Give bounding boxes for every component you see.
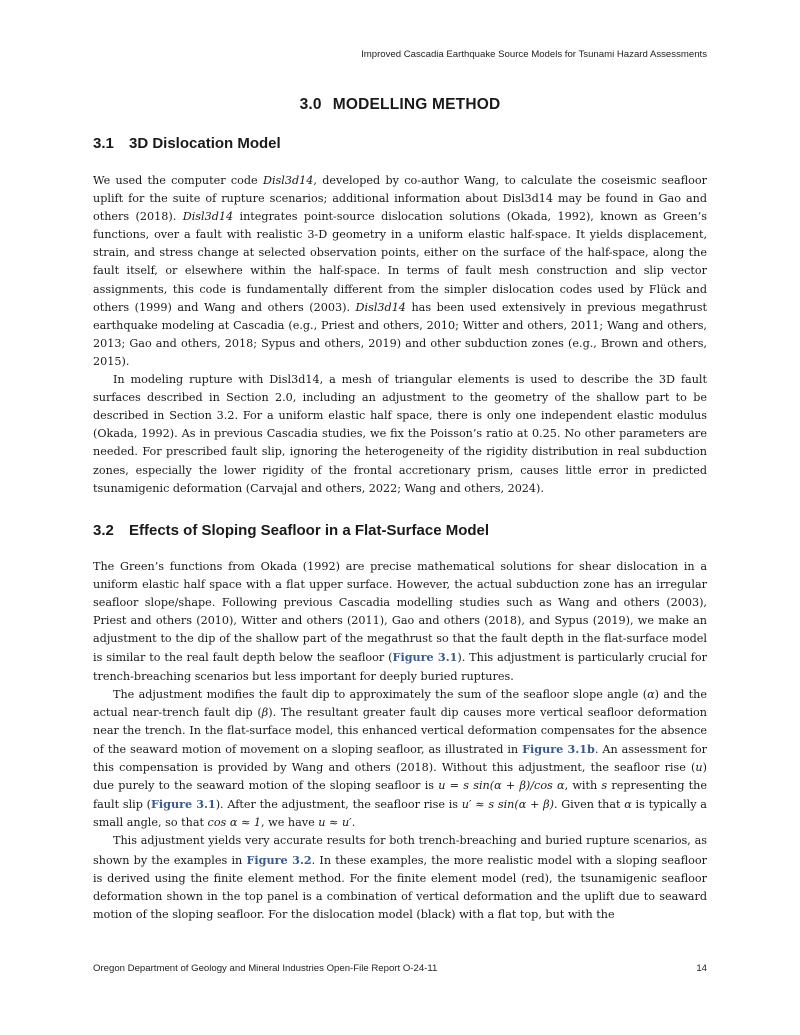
section-title: Effects of Sloping Seafloor in a Flat-Surface Model (129, 522, 490, 539)
paragraph: We used the computer code Disl3d14, developed by co-author Wang, to calculate the coseismic seafloor uplift for the suite of rupture scenarios; additional information about Disl3d14 may be found in Gao and others (2018). Disl3d14 integrates point-source dislocation solutions (Okada, 1992), known as Green’s functions, over a fault with realistic 3-D geometry in a uniform elastic half-space. It yields displacement, strain, and stress change at selected observation points, either on the surface of the half-space, along the fault itself, or elsewhere within the half-space. In terms of fault mesh construction and slip vector assignments, this code is fundamentally different from the simpler dislocation codes used by Flück and others (1999) and Wang and others (2003). Disl3d14 has been used extensively in previous megathrust earthquake modeling at Cascadia (e.g., Priest and others, 2010; Witter and others, 2011; Wang and others, 2013; Gao and others, 2018; Sypus and others, 2019) and other subduction zones (e.g., Brown and others, 2015). (93, 174, 708, 368)
paragraph: The adjustment modifies the fault dip to approximately the sum of the seafloor slope angle (α) and the actual near-trench fault dip (β). The resultant greater fault dip causes more vertical seafloor deformation near the trench. In the flat-surface model, this enhanced vertical deformation compensates for the absence of the seaward motion of movement on a sloping seafloor, as illustrated in Figure 3.1b. An assessment for this compensation is provided by Wang and others (2018). Without this adjustment, the seafloor rise (u) due purely to the seaward motion of the sloping seafloor is u = s sin(α + β)/cos α, with s representing the fault slip (Figure 3.1). After the adjustment, the seafloor rise is u′ ≈ s sin(α + β). Given that α is typically a small angle, so that cos α ≈ 1, we have u ≈ u′. (93, 687, 708, 830)
paragraph: In modeling rupture with Disl3d14, a mesh of triangular elements is used to describe the 3D fault surfaces described in Section 2.0, including an adjustment to the geometry of the shallow part to be described in Section 3.2. For a uniform elastic half space, there is only one independent elastic modulus (Okada, 1992). As in previous Cascadia studies, we fix the Poisson’s ratio at 0.25. No other parameters are needed. For prescribed fault slip, ignoring the heterogeneity of the rigidity distribution in real subduction zones, especially the lower rigidity of the frontal accretionary prism, causes little error in predicted tsunamigenic deformation (Carvajal and others, 2022; Wang and others, 2024). (93, 373, 707, 495)
math-symbol: s (601, 779, 608, 793)
footer-report: Oregon Department of Geology and Mineral Industries Open-File Report O-24-11 (93, 963, 438, 974)
section-3-1-body (93, 172, 707, 498)
figure-link[interactable]: Figure 3.1 (150, 797, 216, 812)
code-name: Disl3d14 (262, 174, 314, 187)
figure-link[interactable]: Figure 3.1 (392, 650, 458, 665)
section-3-2-body (93, 558, 707, 924)
paragraph: This adjustment yields very accurate results for both trench-breaching and buried rupture scenarios, as shown by the examples in Figure 3.2. In these examples, the more realistic model with a sloping seafloor is derived using the finite element method. For the finite element model (red), the tsunamigenic seafloor deformation shown in the top panel is a combination of vertical deformation and the uplift due to seaward motion of the sloping seafloor. For the dislocation model (black) with a flat top, but with the (93, 834, 707, 921)
math-equation: u ≈ u′ (318, 816, 352, 830)
math-equation: u = s sin(α + β)/cos α (438, 779, 565, 793)
code-name: Disl3d14 (355, 300, 406, 314)
math-symbol: α (624, 798, 632, 812)
figure-link[interactable]: Figure 3.1b (522, 741, 595, 756)
code-name: Disl3d14 (182, 210, 234, 224)
figure-link[interactable]: Figure 3.2 (246, 852, 312, 867)
math-symbol: α (647, 687, 655, 701)
chapter-number: 3.0 (299, 96, 322, 113)
page-number: 14 (696, 963, 707, 974)
section-number: 3.2 (93, 522, 114, 539)
math-symbol: u (695, 761, 703, 775)
math-symbol: β (261, 705, 269, 719)
math-equation: u′ ≈ s sin(α + β) (461, 798, 554, 812)
section-title: 3D Dislocation Model (129, 135, 281, 152)
section-heading-3-1 (93, 135, 281, 152)
chapter-title-text: MODELLING METHOD (332, 96, 501, 113)
math-equation: cos α ≈ 1 (207, 816, 262, 830)
section-heading-3-2 (93, 522, 489, 539)
paragraph: The Green’s functions from Okada (1992) are precise mathematical solutions for shear dislocation in a uniform elastic half space with a flat upper surface. However, the actual subduction zone has an irregular seafloor slope/shape. Following previous Cascadia modelling studies such as Wang and others (2003), Priest and others (2010), Witter and others (2011), Gao and others (2018), and Sypus (2019), we make an adjustment to the dip of the shallow part of the megathrust so that the fault depth in the flat-surface model is similar to the real fault depth below the seafloor (Figure 3.1). This adjustment is particularly crucial for trench-breaching scenarios but less important for deeply buried ruptures. (93, 560, 707, 683)
section-number: 3.1 (93, 135, 114, 152)
chapter-title (0, 96, 800, 114)
running-header: Improved Cascadia Earthquake Source Models for Tsunami Hazard Assessments (361, 49, 707, 60)
